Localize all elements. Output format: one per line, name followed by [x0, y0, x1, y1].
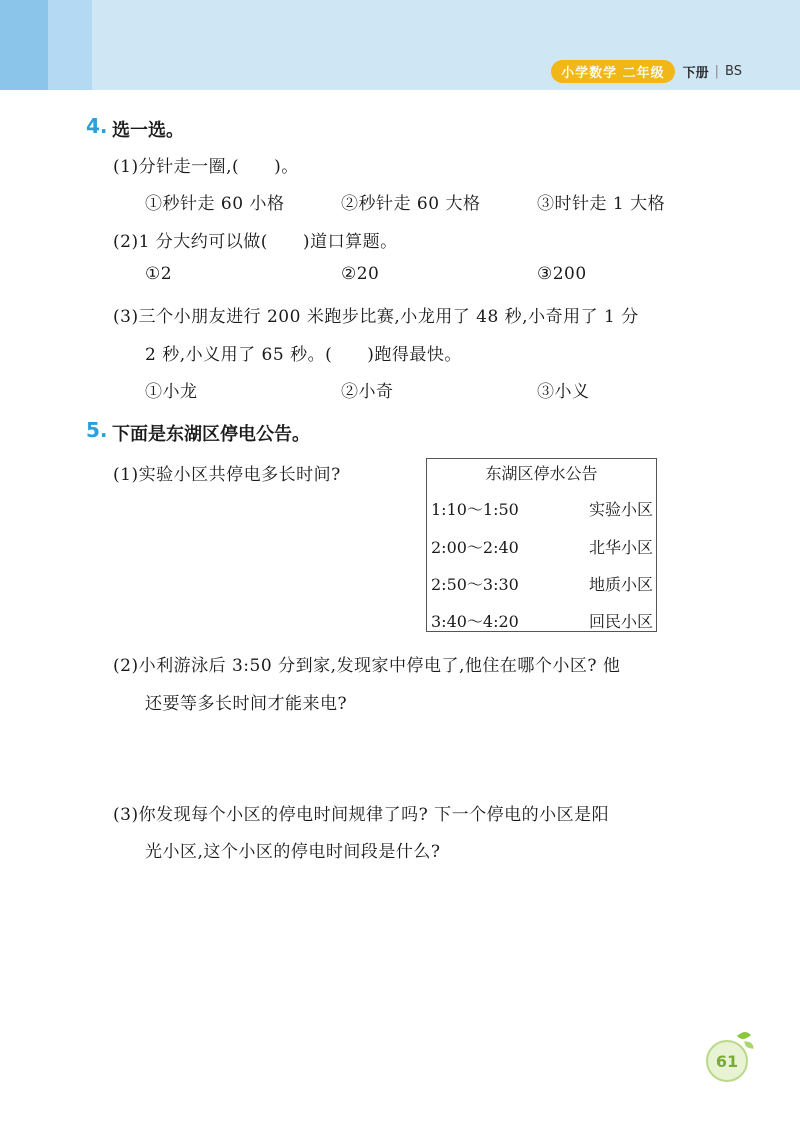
q5-sub3-line2: 光小区,这个小区的停电时间段是什么? — [145, 842, 441, 862]
q4-sub2-option-2: ②20 — [341, 264, 380, 284]
header-stripe — [48, 0, 92, 90]
header-separator: | — [714, 63, 720, 79]
notice-time: 2:00～2:40 — [431, 538, 519, 557]
notice-title: 东湖区停水公告 — [485, 464, 598, 483]
notice-place: 北华小区 — [588, 538, 653, 557]
q4-sub3-option-1: ①小龙 — [145, 382, 198, 402]
q5-sub1: (1)实验小区共停电多长时间? — [113, 465, 341, 485]
q4-sub2-option-1: ①2 — [145, 264, 173, 284]
page-number: 61 — [706, 1040, 748, 1082]
q4-sub1-option-3: ③时针走 1 大格 — [537, 194, 666, 214]
q5-sub2-line2: 还要等多长时间才能来电? — [145, 694, 348, 714]
leaf-decoration — [737, 1029, 751, 1041]
q4-sub3-option-3: ③小义 — [537, 382, 590, 402]
volume-label: 下册 — [682, 65, 709, 81]
header-stripe — [0, 0, 48, 90]
notice-time: 3:40～4:20 — [431, 612, 519, 631]
q4-sub1-stem: (1)分针走一圈,( )。 — [113, 157, 299, 177]
outage-notice-table — [426, 458, 657, 632]
q4-sub3-option-2: ②小奇 — [341, 382, 394, 402]
question-5-title: 下面是东湖区停电公告。 — [112, 424, 310, 445]
notice-place: 实验小区 — [588, 500, 653, 519]
q5-sub3-line1: (3)你发现每个小区的停电时间规律了吗? 下一个停电的小区是阳 — [113, 805, 610, 825]
notice-time: 2:50～3:30 — [431, 575, 519, 594]
notice-time: 1:10～1:50 — [431, 500, 519, 519]
question-4-title: 选一选。 — [112, 120, 184, 141]
question-5-number: 5. — [86, 418, 108, 442]
q4-sub2-option-3: ③200 — [537, 264, 587, 284]
subject-badge: 小学数学 二年级 — [551, 60, 675, 83]
leaf-decoration — [744, 1041, 755, 1049]
header-label — [551, 58, 800, 84]
q4-sub3-stem-line2: 2 秒,小义用了 65 秒。( )跑得最快。 — [145, 345, 462, 365]
edition-label: BS — [725, 63, 742, 79]
q5-sub2-line1: (2)小利游泳后 3:50 分到家,发现家中停电了,他住在哪个小区? 他 — [113, 656, 621, 676]
q4-sub1-option-2: ②秒针走 60 大格 — [341, 194, 481, 214]
notice-place: 回民小区 — [588, 612, 653, 631]
q4-sub3-stem-line1: (3)三个小朋友进行 200 米跑步比赛,小龙用了 48 秒,小奇用了 1 分 — [113, 307, 639, 327]
notice-place: 地质小区 — [588, 575, 653, 594]
q4-sub1-option-1: ①秒针走 60 小格 — [145, 194, 285, 214]
q4-sub2-stem: (2)1 分大约可以做( )道口算题。 — [113, 232, 398, 252]
header-band — [0, 0, 800, 90]
question-4-number: 4. — [86, 114, 108, 138]
